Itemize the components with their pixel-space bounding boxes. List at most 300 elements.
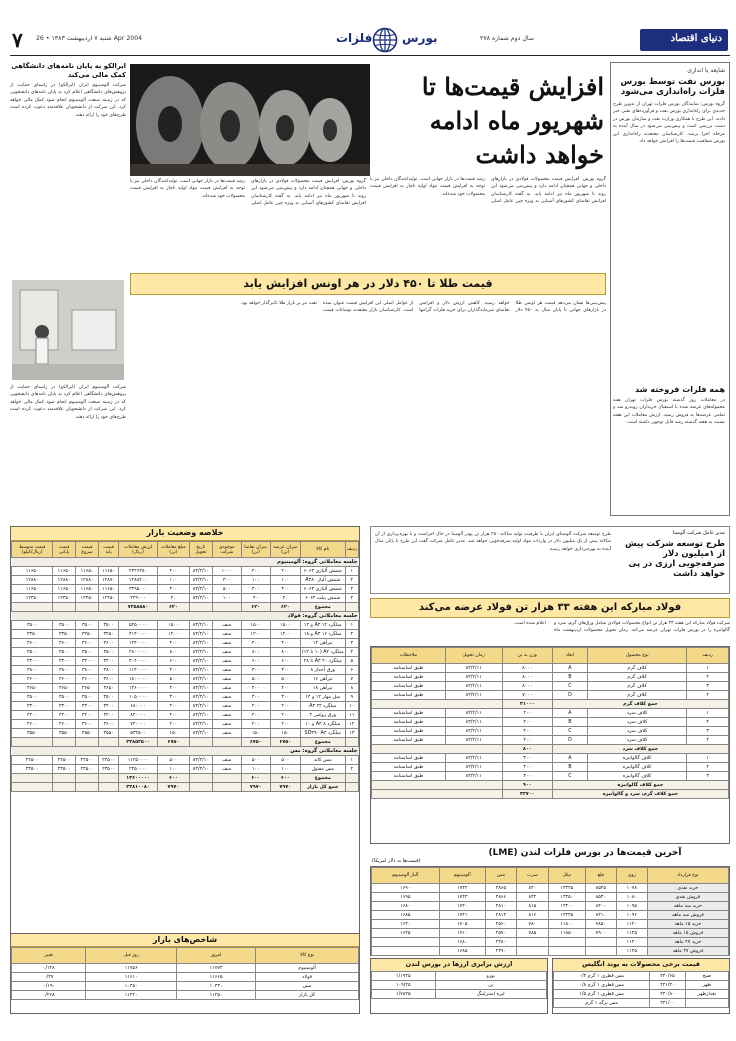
table-cell: ۲۰۰	[241, 711, 270, 720]
table-cell	[53, 774, 76, 783]
table-cell: ۳	[345, 639, 358, 648]
table-cell: ۸۵۲۵	[585, 884, 616, 893]
table-row	[12, 702, 359, 711]
table-row	[12, 991, 359, 1000]
table-cell: ۵۰۰	[158, 675, 190, 684]
logo-text: دنیای اقتصاد	[670, 33, 722, 44]
column-header: نیکل	[548, 868, 585, 884]
table-cell	[75, 783, 98, 792]
table-cell: ۱۵۰۰	[241, 621, 270, 630]
table-row	[12, 666, 359, 675]
table-cell: ۳	[687, 682, 729, 691]
table-row	[372, 938, 729, 947]
table-row	[372, 718, 729, 727]
table-cell: ۲۴۰/۶۵	[650, 972, 685, 981]
table-cell: طبق اساسنامه	[372, 691, 446, 700]
table-cell: ۱/۷۸۴۵	[372, 990, 436, 999]
table-cell: ۱۳۲۲۵	[548, 911, 585, 920]
table-cell	[345, 603, 358, 612]
table-cell: ۳۵۰۰	[53, 648, 76, 657]
main-article-continued: گروه بورس: افزایش قیمت محصولات فولادی در بازارهای داخلی و جهانی همچنان ادامه دارد و پیش‌بینی می‌شود این روند تا شهریور ماه نیز ادامه یابد. به گفته کارشناسان افزایش تقاضای کشورهای آسیایی به ویژه چین عامل اصلی رشد قیمت‌ها در بازار جهانی است. تولیدکنندگان داخلی نیز با توجه به افزایش قیمت مواد اولیه ناچار به افزایش قیمت محصولات خود شده‌اند.	[130, 179, 366, 207]
table-cell: ۵۰۰	[158, 756, 190, 765]
table-cell	[99, 774, 119, 783]
table-cell: ۸۳/۲/۱۰	[189, 720, 212, 729]
table-cell	[212, 783, 241, 792]
table-cell	[99, 738, 119, 747]
table-cell: طبق اساسنامه	[372, 772, 446, 781]
table-row	[12, 621, 359, 630]
table-cell: تیرآهن ۱۸	[300, 684, 345, 693]
table-cell	[12, 774, 53, 783]
group-label: جلسه معاملاتی گروه: آلومینیوم	[12, 558, 359, 567]
table-row	[372, 981, 547, 990]
table-cell: ۳۵۰۰	[99, 621, 119, 630]
table-cell: A	[552, 664, 587, 673]
table-cell: خرید ۲۷ ماهه	[647, 938, 728, 947]
globe-icon	[372, 27, 398, 53]
table-cell: ۸۳/۲/۱۱	[445, 736, 502, 745]
table-cell: ۰/۴۷	[12, 973, 86, 982]
table-row	[372, 947, 729, 956]
subtotal-label: جمع کلاف سرد	[552, 745, 728, 754]
table-cell: ۳۴۰۰	[53, 657, 76, 666]
group-row	[12, 558, 359, 567]
table-cell: ۲۸۰۰۰۰۰	[119, 648, 158, 657]
table-cell: ۳۴۵۰	[53, 630, 76, 639]
table-cell: ۳۸۰۰	[99, 666, 119, 675]
table-cell: ۱۱۲۲۰	[86, 991, 177, 1000]
table-cell	[53, 783, 76, 792]
table-cell: ۲۵۶۰	[485, 920, 516, 929]
grand-total-label: جمع کلاف گرم، سرد و گالوانیزه	[552, 790, 728, 799]
table-cell: ۱۱۷۷۳	[177, 964, 256, 973]
column-header: قیمت شروع	[75, 542, 98, 558]
table-cell: ۱۲۴۵۰	[75, 594, 98, 603]
table-row	[372, 893, 729, 902]
table-cell: ورق آجدار ۸	[300, 666, 345, 675]
subtotal-row	[12, 774, 359, 783]
table-row	[372, 902, 729, 911]
table-cell: ۱۴۶۰۰۰۰	[119, 684, 158, 693]
table-cell: ۲۰۰	[270, 567, 300, 576]
table-cell: فروش ۲۷ ماهه	[647, 947, 728, 956]
table-cell: ۸۰۰۰	[502, 673, 552, 682]
table-cell: تیرآهن ۱۴	[300, 639, 345, 648]
column-header: سرب	[516, 868, 548, 884]
table-cell: ۱۰۹۶	[616, 911, 647, 920]
table-cell: ۳۵۰۰	[53, 621, 76, 630]
table-cell: ۱۲۸۸۲۰۰	[119, 576, 158, 585]
table-cell: ۱۰۰	[158, 576, 190, 585]
table-cell: سف	[212, 657, 241, 666]
table-cell: ۸۳/۲/۱۰	[189, 666, 212, 675]
alumina-body: طرح توسعه شرکت آلومینای ایران با ظرفیت تولید سالانه ۲۸۰ هزار تن پودر آلومینا در حال اجراست و با بهره‌برداری از آن سالانه بیش از یک میلیون دلار در واردات مواد اولیه صرفه‌جویی خواهد شد. مدیر عامل شرکت گفت این طرح تا پایان سال آینده به بهره‌برداری خواهد رسید.	[375, 532, 611, 552]
table-cell: ۶۰۰	[241, 774, 270, 783]
table-cell: ۲۳۸۰	[485, 938, 516, 947]
table-cell: C	[552, 727, 587, 736]
table-cell: A	[552, 709, 587, 718]
grand-total-row	[12, 783, 359, 792]
table-cell: سف	[212, 702, 241, 711]
column-header: ارزش معاملات (ریال)	[119, 542, 158, 558]
table-cell: ۳۰۰	[212, 576, 241, 585]
table-cell: ۱۰۷۸	[616, 884, 647, 893]
steel-offer-intro: شرکت فولاد مبارکه این هفته ۳۳ هزار تن انواع محصولات فولادی شامل ورق‌های گرم، سرد و گالوانیزه را در بورس فلزات تهران عرضه می‌کند. زمان تحویل محصولات اردیبهشت ماه اعلام شده است.	[513, 621, 730, 634]
table-cell: ۳۴۵۰	[75, 630, 98, 639]
table-cell: ۱۳۴۵۰	[548, 893, 585, 902]
table-cell: ۳۵۰۰	[53, 693, 76, 702]
table-cell: ۱۰۰	[270, 576, 300, 585]
table-cell: ۸۳/۲/۱۱	[445, 718, 502, 727]
table-row	[554, 999, 729, 1008]
table-cell: ۳۵۵۰	[99, 729, 119, 738]
table-cell: ۲۰۰	[241, 702, 270, 711]
table-cell	[12, 783, 53, 792]
table-cell	[516, 938, 548, 947]
table-cell	[516, 947, 548, 956]
table-cell	[212, 738, 241, 747]
table-cell: کلاف سرد	[588, 736, 687, 745]
table-cell: ۱۵۰۰	[158, 621, 190, 630]
table-cell: ۶۲۰	[241, 603, 270, 612]
table-cell: ۳	[345, 585, 358, 594]
table-cell: ۶۰۰	[270, 774, 300, 783]
table-cell: ۵۰۰	[241, 675, 270, 684]
masthead	[10, 26, 730, 56]
table-cell: ۱۳۲۰۰	[548, 902, 585, 911]
table-cell: ۳۵۵۰	[53, 729, 76, 738]
alumina-kicker: مدیر عامل شرکت آلومینا	[672, 530, 725, 536]
table-cell: فروش نقدی	[647, 893, 728, 902]
table-cell: ۸۳/۲/۱۰	[189, 585, 212, 594]
column-header: تغییر	[12, 948, 86, 964]
table-cell: ۲۸۱۰	[485, 902, 516, 911]
table-cell: D	[552, 736, 587, 745]
table-cell: ۱	[345, 756, 358, 765]
table-cell: ۴۰۰	[241, 684, 270, 693]
table-cell: ۳۶۰۰	[75, 675, 98, 684]
fx-table	[371, 971, 547, 999]
table-cell: ۱۳	[345, 729, 358, 738]
table-cell: ۶۰۰	[158, 657, 190, 666]
table-cell: ۲۴۱/۲۰	[650, 981, 685, 990]
column-header: قیمت متوسط (ریال/کیلو)	[12, 542, 53, 558]
table-cell: سف	[212, 765, 241, 774]
table-cell: ۱۱۴۵	[616, 947, 647, 956]
table-row	[554, 972, 729, 981]
column-header: قیمت پایانی	[53, 542, 76, 558]
table-cell: ین	[435, 981, 546, 990]
table-cell: ۸۳/۲/۱۰	[189, 702, 212, 711]
table-cell	[345, 738, 358, 747]
table-row	[372, 709, 729, 718]
table-cell: ۳۰۰	[158, 693, 190, 702]
table-cell: ۱۱۲۵۰۰۰۰	[119, 756, 158, 765]
table-cell: ۳۴۰۰	[53, 702, 76, 711]
table-row	[372, 884, 729, 893]
table-row	[372, 772, 729, 781]
market-indices-title: شاخص‌های بازار	[11, 934, 359, 947]
table-cell: ۸۳/۲/۱۰	[189, 675, 212, 684]
table-cell: ۱۶۸۰	[372, 902, 440, 911]
column-header: ردیف	[345, 542, 358, 558]
table-row	[12, 973, 359, 982]
table-row	[12, 684, 359, 693]
table-cell	[372, 938, 440, 947]
table-cell	[99, 603, 119, 612]
table-cell: مس برگه ۱ گرم	[554, 999, 650, 1008]
table-cell: ۸۳۰	[516, 884, 548, 893]
grand-total-value: ۳۲۷۰۰	[502, 790, 552, 799]
table-cell: ۳۰۰	[502, 772, 552, 781]
table-cell: شمش آلیاژ A۳۸۰	[300, 576, 345, 585]
table-cell: ۱۱۶۵۰	[75, 585, 98, 594]
table-cell: طبق اساسنامه	[372, 727, 446, 736]
alumina-headline: طرح توسعه شرکت پیش از ۱میلیون دلار صرفه‌جویی ارزی در پی خواهد داشت	[625, 538, 725, 578]
table-cell: ۳۰۰	[241, 693, 270, 702]
table-row	[372, 754, 729, 763]
table-cell: ۸۳/۲/۱۰	[189, 729, 212, 738]
table-cell: ۱۱۸۵۰	[548, 929, 585, 938]
table-cell: ۲۲۵۰۰	[12, 756, 53, 765]
gold-article-body: پیش‌بینی‌ها نشان می‌دهد قیمت هر اونس طلا در بازارهای جهانی تا پایان سال به ۴۵۰ دلار خواهد رسید. کاهش ارزش دلار و افزایش تقاضای سرمایه‌گذاران برای خرید فلزات گرانبها از عوامل اصلی این افزایش قیمت عنوان شده است. کارشناسان بازار معتقدند نوسانات قیمت نفت نیز بر بازار طلا تاثیرگذار خواهد بود.	[240, 301, 606, 314]
table-cell: ۲	[345, 576, 358, 585]
table-cell	[189, 774, 212, 783]
table-cell: ۲۵۷۰	[485, 929, 516, 938]
table-cell: ۱۰۴۵۰	[86, 982, 177, 991]
table-cell: ۸۳/۲/۱۱	[445, 682, 502, 691]
table-cell: ۳	[687, 727, 729, 736]
table-cell	[189, 738, 212, 747]
side-story-continued: شرکت آلومینیوم ایران (ایرالکو) در راستای حمایت از پژوهش‌های دانشگاهی اعلام کرد به پایان نامه‌های دانشجویی که در زمینه صنعت آلومینیوم انجام شود کمک مالی خواهد کرد. این شرکت از دانشجویان علاقه‌مند دعوت کرده است طرح‌های خود را ارائه دهند.	[10, 385, 126, 420]
table-row	[12, 720, 359, 729]
table-cell: C	[552, 682, 587, 691]
table-row	[12, 729, 359, 738]
table-cell: ۷۸۵۰	[585, 920, 616, 929]
column-header: نام کالا	[300, 542, 345, 558]
column-header: امروز	[177, 948, 256, 964]
table-cell: ۳۴۰۰	[75, 657, 98, 666]
table-cell: ۸۰۰	[158, 648, 190, 657]
table-cell: ۸۳/۲/۱۱	[445, 673, 502, 682]
table-cell: ۱۱۶۵۰	[99, 567, 119, 576]
table-cell: ظهر	[685, 981, 728, 990]
table-cell: ۳۵۰۰	[99, 693, 119, 702]
table-cell: ۳۴۵۰	[12, 630, 53, 639]
table-cell: ۱۰۵۰۰۰۰	[119, 693, 158, 702]
table-cell: ۲۰	[241, 594, 270, 603]
steel-coils-photo	[130, 64, 370, 176]
gold-price-banner: قیمت طلا تا ۴۵۰ دلار در هر اونس افزایش یابد	[130, 273, 606, 295]
table-cell: ۸۴۰۰	[585, 902, 616, 911]
table-cell: صبح	[685, 972, 728, 981]
table-cell: ۸۳/۲/۱۰	[189, 684, 212, 693]
sidebar-kicker: شایعه یا اندازی	[687, 67, 725, 74]
table-cell: ۸۳/۲/۱۱	[445, 691, 502, 700]
table-cell: مس مفتول	[300, 765, 345, 774]
table-cell: ۱۰۸۰	[616, 893, 647, 902]
table-cell: ۲۴۰/۸۰	[650, 990, 685, 999]
table-row	[12, 693, 359, 702]
column-header: تاریخ تحویل	[189, 542, 212, 558]
table-cell: سف	[212, 621, 241, 630]
table-cell: ۸۳/۲/۱۰	[189, 756, 212, 765]
table-cell: ۳۰۰	[270, 666, 300, 675]
table-cell: ۱۳۶۰۰۰۰۰	[119, 774, 158, 783]
table-cell: ۱۱۲۰	[616, 920, 647, 929]
table-cell: ۷۳۵۸۵۸۰	[119, 603, 158, 612]
table-cell: ۵۰۰	[270, 756, 300, 765]
table-cell: ۳۶۰۰	[75, 720, 98, 729]
table-cell: ۲۳۲۶۳۸۰	[119, 567, 158, 576]
table-cell: ۳۸۰۰	[12, 666, 53, 675]
steel-coils-image	[130, 64, 370, 176]
table-cell: یورو	[435, 972, 546, 981]
table-cell: کلاف گالوانیزه	[588, 763, 687, 772]
table-cell	[189, 603, 212, 612]
table-cell	[12, 603, 53, 612]
grand-total-row	[372, 790, 729, 799]
side-story-body: شرکت آلومینیوم ایران (ایرالکو) در راستای حمایت از پژوهش‌های دانشگاهی اعلام کرد به پایان نامه‌های دانشجویی که در زمینه صنعت آلومینیوم انجام شود کمک مالی خواهد کرد. این شرکت از دانشجویان علاقه‌مند دعوت کرده است طرح‌های خود را ارائه دهند.	[10, 83, 126, 118]
table-cell: ۲۰	[270, 594, 300, 603]
table-cell: ۱۲۴۵۰	[99, 594, 119, 603]
table-cell: سف	[212, 684, 241, 693]
table-cell: ۲۰	[158, 594, 190, 603]
table-cell: C	[552, 772, 587, 781]
table-row	[12, 630, 359, 639]
section-title	[310, 26, 460, 54]
table-cell: ۲۴۱/۰۰	[650, 999, 685, 1008]
table-cell: ۷۰۰۰	[502, 691, 552, 700]
table-cell: طبق اساسنامه	[372, 709, 446, 718]
table-cell: ۴۰۰	[241, 639, 270, 648]
table-row	[12, 982, 359, 991]
table-cell: ۸۵۳۰	[585, 893, 616, 902]
table-cell: ۳۵۵۰	[75, 729, 98, 738]
table-cell: ۸۳/۲/۱۱	[445, 763, 502, 772]
table-row	[12, 567, 359, 576]
table-cell: ۵۰۰	[270, 675, 300, 684]
table-cell: سف	[212, 756, 241, 765]
table-cell: سف	[212, 693, 241, 702]
table-row	[372, 691, 729, 700]
table-cell: ۶۰۰	[270, 657, 300, 666]
table-cell: ۲	[687, 718, 729, 727]
table-cell: ۱۵۰	[241, 729, 270, 738]
table-cell: ۳۶۰۰	[12, 675, 53, 684]
table-cell: ۱۲۸۸۰	[53, 576, 76, 585]
table-cell: ۱۶۸۵	[439, 947, 485, 956]
subtotal-row	[372, 745, 729, 754]
table-cell: ۲۰۰	[502, 736, 552, 745]
subtotal-row	[372, 781, 729, 790]
table-cell: کلاف گرم	[588, 691, 687, 700]
table-cell: ۶۷۵۰	[270, 738, 300, 747]
table-cell: ۳۵۰۰	[12, 621, 53, 630]
lme-unit: (قیمت‌ها به دلار امریکا)	[372, 858, 421, 864]
side-story-headline: ایرالکو به پایان نامه‌های دانشگاهی کمک مالی می‌کند	[11, 62, 126, 79]
table-cell	[12, 738, 53, 747]
column-header: مبلغ معاملات (تن)	[158, 542, 190, 558]
table-cell: ۱۷۱۰	[439, 929, 485, 938]
column-header: آلیاژ آلومینیوم	[372, 868, 440, 884]
newspaper-logo	[640, 29, 728, 51]
market-indices	[10, 934, 360, 1014]
table-cell: ۱۷۴۲	[439, 884, 485, 893]
table-cell: ۲۳۵۰۰	[53, 765, 76, 774]
table-cell: ۷۹۷۰	[158, 783, 190, 792]
table-cell: ۱۰۹۵	[616, 902, 647, 911]
column-header: مس	[485, 868, 516, 884]
subtotal-row	[372, 700, 729, 709]
table-cell: ۴	[687, 736, 729, 745]
table-cell: ۳۵۰۰	[75, 621, 98, 630]
table-cell: ۳۰۰	[241, 666, 270, 675]
table-cell: ۱۲۸۷۰	[99, 576, 119, 585]
table-cell: ۱۱۸۰۰	[548, 920, 585, 929]
table-cell: ۳۴۰۰	[75, 702, 98, 711]
table-cell: مس قطری ۱ گرم ۱/۵	[554, 990, 650, 999]
table-cell: میلگرد A۳ ۱۶ و ۱۸	[300, 630, 345, 639]
table-cell: ۲۲۵۰۰	[75, 756, 98, 765]
table-cell: کلاف گالوانیزه	[588, 772, 687, 781]
market-summary	[10, 526, 360, 934]
table-cell: ۱۶۸۰	[439, 938, 485, 947]
table-cell: ۱۰۰	[270, 765, 300, 774]
table-cell	[372, 947, 440, 956]
column-header: قلع	[585, 868, 616, 884]
product-prices	[552, 958, 730, 1014]
table-cell: ۲	[345, 630, 358, 639]
table-cell: ۱۱۲۵۰	[177, 991, 256, 1000]
side-story	[10, 62, 126, 516]
table-cell: ۲۰۰	[241, 567, 270, 576]
table-cell: ۴۰۰	[270, 639, 300, 648]
group-row	[12, 747, 359, 756]
table-cell: ۲۰۰	[502, 709, 552, 718]
product-prices-table	[553, 971, 729, 1008]
table-cell: ۳۰۰	[158, 585, 190, 594]
sidebar-right	[610, 62, 730, 516]
table-cell: ۳۵۰۰	[12, 693, 53, 702]
table-cell: مس کاتد	[300, 756, 345, 765]
table-cell: سف	[212, 666, 241, 675]
sidebar-subbody: در معاملات روز گذشته بورس فلزات تهران همه محموله‌های عرضه شده با استقبال خریداران روبه‌رو شد و تمامی عرضه‌ها به فروش رسید. ارزش معاملات این هفته نسبت به هفته گذشته رشد قابل توجهی داشته است.	[613, 398, 725, 426]
table-cell: میلگرد A۲ (۱۰ تا ۱۲)	[301, 649, 344, 655]
table-cell: ۱	[687, 664, 729, 673]
market-summary-table	[11, 541, 359, 792]
column-header: میزان تقاضا (تن)	[241, 542, 270, 558]
table-cell: طبق اساسنامه	[372, 736, 446, 745]
table-cell: ۱۶۴۵	[372, 929, 440, 938]
table-cell: ۱۱	[345, 711, 358, 720]
table-cell: ۳۵۰۰	[75, 648, 98, 657]
table-cell: ۲۰۰	[241, 720, 270, 729]
table-cell: ۷۹۷۰	[241, 783, 270, 792]
column-header: ابعاد	[552, 648, 587, 664]
section-bourse: بورس	[402, 31, 438, 45]
table-cell: ۶۰۰	[158, 774, 190, 783]
table-cell: ۱۱۲۵	[616, 929, 647, 938]
table-cell: میلگرد A۳ ۸ و ۱۰	[300, 720, 345, 729]
column-header: نوع محصول	[588, 648, 687, 664]
table-cell: ۳۰۰	[241, 585, 270, 594]
table-cell: D	[552, 691, 587, 700]
table-cell: ۱۳۴۲۵	[548, 884, 585, 893]
table-cell: ۱۲۰۰	[158, 630, 190, 639]
table-cell: ۵۳۲۵۰۰	[119, 729, 158, 738]
table-row	[372, 920, 729, 929]
